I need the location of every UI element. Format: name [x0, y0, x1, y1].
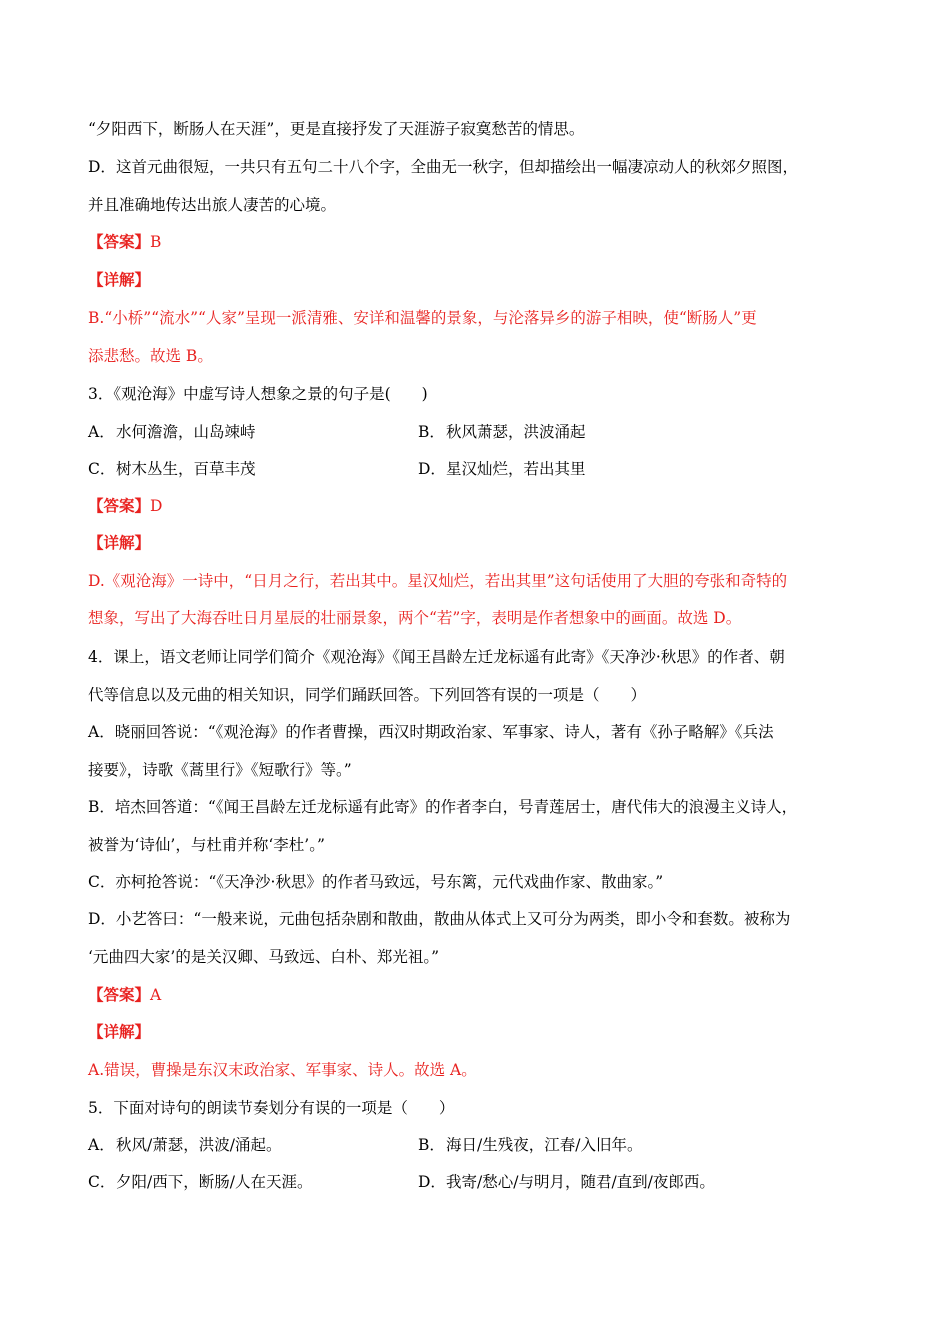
- prev-answer-line: [88, 231, 868, 253]
- option-label: D．: [418, 460, 446, 478]
- answer-label: 【答案】: [88, 496, 151, 515]
- option-label: D．: [88, 158, 116, 176]
- option-text: 星汉灿烂，若出其里: [446, 460, 586, 478]
- prev-option-d-cont: 并且准确地传达出旅人凄苦的心境。: [88, 196, 337, 214]
- answer-label: 【答案】: [88, 985, 151, 1004]
- option-label: C．: [88, 460, 116, 478]
- question-4-option-a: A．晓丽回答说：“《观沧海》的作者曹操，西汉时期政治家、军事家、诗人，著有《孙子略解》《兵法: [88, 723, 774, 741]
- question-3-detail-heading: [88, 532, 868, 554]
- question-4-answer-line: [88, 984, 868, 1006]
- option-label: A．: [88, 1136, 115, 1154]
- question-4-stem-cont: 代等信息以及元曲的相关知识，同学们踊跃回答。下列回答有误的一项是（ ）: [88, 686, 647, 704]
- prev-detail-text-cont: 添悲愁。故选 B。: [88, 347, 213, 365]
- question-4-option-a-cont: 接要》，诗歌《蒿里行》《短歌行》等。”: [88, 761, 352, 779]
- question-4-option-c: C．亦柯抢答说：“《天净沙·秋思》的作者马致远，号东篱，元代戏曲作家、散曲家。”: [88, 873, 664, 891]
- question-4-option-d-cont: ‘元曲四大家’的是关汉卿、马致远、白朴、郑光祖。”: [88, 948, 440, 966]
- question-5-option-b: [418, 1134, 642, 1156]
- question-5-option-c: [88, 1171, 312, 1193]
- option-label: C．: [88, 1173, 116, 1191]
- question-3-option-a: [88, 421, 256, 443]
- option-label: A．: [88, 423, 115, 441]
- question-3-detail-text: D.《观沧海》一诗中，“日月之行，若出其中。星汉灿烂，若出其里”这句话使用了大胆的夸张和奇特的: [88, 572, 788, 590]
- answer-value: D: [150, 497, 163, 515]
- option-label: D．: [418, 1173, 446, 1191]
- option-text: 秋风萧瑟，洪波涌起: [446, 423, 586, 441]
- option-text: 夕阳/西下，断肠/人在天涯。: [116, 1173, 313, 1191]
- detail-label: 【详解】: [88, 270, 151, 289]
- question-4-option-d: D．小艺答曰：“一般来说，元曲包括杂剧和散曲，散曲从体式上又可分为两类，即小令和套数。被称为: [88, 910, 791, 928]
- question-3-stem: 3．《观沧海》中虚写诗人想象之景的句子是( ): [88, 385, 428, 403]
- option-text: 树木丛生，百草丰茂: [116, 460, 256, 478]
- option-text: 这首元曲很短，一共只有五句二十八个字，全曲无一秋字，但却描绘出一幅凄凉动人的秋郊夕照图，: [115, 158, 798, 176]
- question-3-option-c: [88, 458, 256, 480]
- answer-value: A: [150, 986, 162, 1004]
- question-4-option-b: B．培杰回答道：“《闻王昌龄左迁龙标遥有此寄》的作者李白，号青莲居士，唐代伟大的浪漫主义诗人，: [88, 798, 798, 816]
- option-text: 海日/生残夜，江春/入旧年。: [446, 1136, 643, 1154]
- answer-label: 【答案】: [88, 232, 151, 251]
- question-4-detail-heading: [88, 1021, 868, 1043]
- question-3-detail-text-cont: 想象，写出了大海吞吐日月星辰的壮丽景象，两个“若”字，表明是作者想象中的画面。故选 D。: [88, 609, 742, 627]
- prev-detail-text: B.“小桥”“流水”“人家”呈现一派清雅、安详和温馨的景象，与沦落异乡的游子相映，使“断肠人”更: [88, 309, 757, 327]
- prev-detail-heading: [88, 269, 868, 291]
- question-5-stem: 5．下面对诗句的朗读节奏划分有误的一项是（ ）: [88, 1099, 455, 1117]
- option-label: B．: [418, 1136, 445, 1154]
- option-text: 水何澹澹，山岛竦峙: [116, 423, 256, 441]
- option-text: 秋风/萧瑟，洪波/涌起。: [116, 1136, 282, 1154]
- question-3-option-d: [418, 458, 586, 480]
- option-label: B．: [418, 423, 445, 441]
- detail-label: 【详解】: [88, 533, 151, 552]
- answer-value: B: [150, 233, 162, 251]
- prev-question-text: “夕阳西下，断肠人在天涯”，更是直接抒发了天涯游子寂寞愁苦的情思。: [88, 120, 585, 138]
- question-4-stem: 4．课上，语文老师让同学们简介《观沧海》《闻王昌龄左迁龙标遥有此寄》《天净沙·秋思》的作者、朝: [88, 648, 785, 666]
- question-5-option-a: [88, 1134, 281, 1156]
- prev-option-d: [88, 156, 868, 178]
- question-5-option-d: [418, 1171, 715, 1193]
- detail-label: 【详解】: [88, 1022, 151, 1041]
- question-4-detail-text: A.错误，曹操是东汉末政治家、军事家、诗人。故选 A。: [88, 1061, 477, 1079]
- option-text: 我寄/愁心/与明月，随君/直到/夜郎西。: [446, 1173, 715, 1191]
- question-3-answer-line: [88, 495, 868, 517]
- question-4-option-b-cont: 被誉为‘诗仙’，与杜甫并称‘李杜’。”: [88, 836, 325, 854]
- question-3-option-b: [418, 421, 586, 443]
